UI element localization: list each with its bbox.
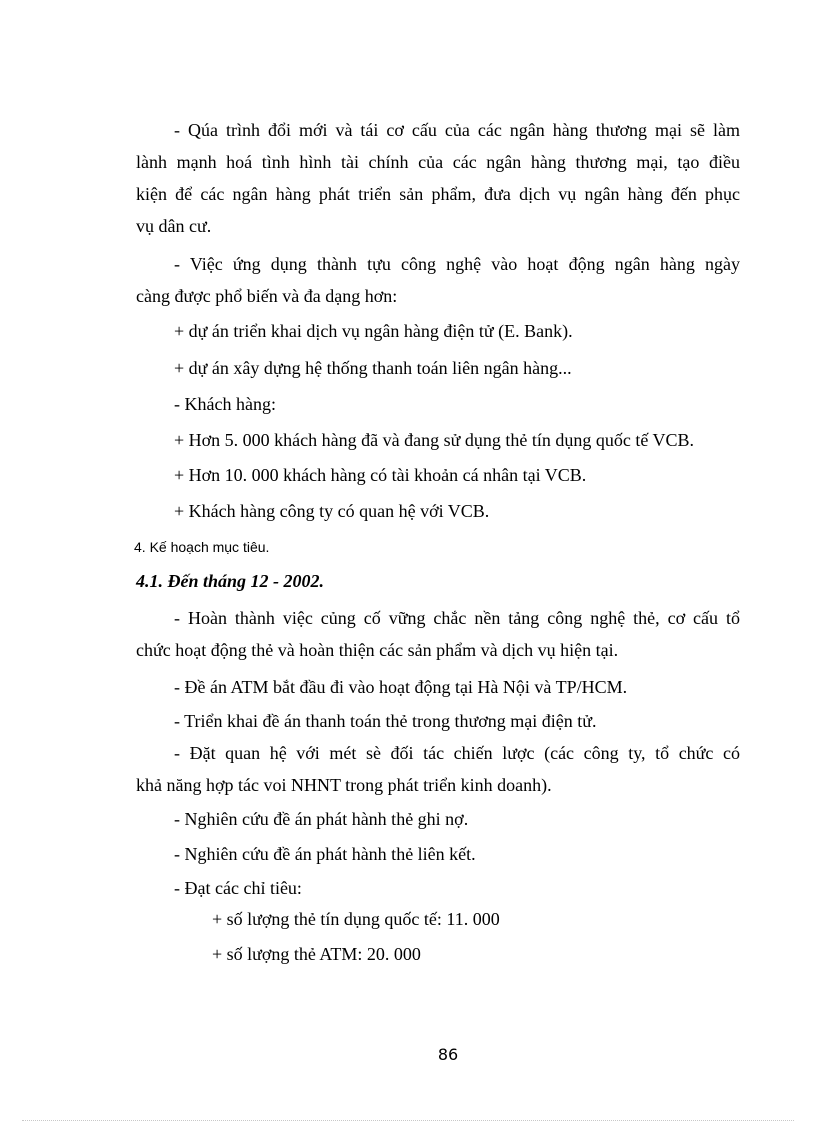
targets-label: - Đạt các chỉ tiêu: [174, 878, 302, 898]
item-ecommerce-payment: - Triển khai đề án thanh toán thẻ trong thương mại điện tử. [174, 711, 597, 731]
item-debit-card-research: - Nghiên cứu đề án phát hành thẻ ghi nợ. [174, 809, 469, 829]
bullet-ebank: + dự án triển khai dịch vụ ngân hàng điện tử (E. Bank). [174, 321, 573, 341]
page-bottom-divider [22, 1120, 794, 1121]
target-credit-cards: + số lượng thẻ tín dụng quốc tế: 11. 000 [212, 909, 500, 929]
paragraph-2-line-2: càng được phổ biến và đa dạng hơn: [136, 286, 398, 306]
paragraph-2-line-1: - Việc ứng dụng thành tựu công nghệ vào hoạt động ngân hàng ngày [174, 254, 740, 274]
page-number: 86 [437, 1045, 459, 1064]
paragraph-4-line-1: - Đặt quan hệ với mét sè đối tác chiến lược (các công ty, tổ chức có [174, 743, 740, 763]
bullet-credit-card-customers: + Hơn 5. 000 khách hàng đã và đang sử dụng thẻ tín dụng quốc tế VCB. [174, 430, 695, 450]
paragraph-1-line-4: vụ dân cư. [136, 216, 212, 236]
paragraph-4-line-2: khả năng hợp tác voi NHNT trong phát triển kinh doanh). [136, 775, 552, 795]
paragraph-3-line-1: - Hoàn thành việc củng cố vững chắc nền tảng công nghệ thẻ, cơ cấu tổ [174, 608, 740, 628]
paragraph-1-line-2: lành mạnh hoá tình hình tài chính của các ngân hàng thương mại, tạo điều [136, 152, 740, 172]
paragraph-1-line-3: kiện để các ngân hàng phát triển sản phẩm, đưa dịch vụ ngân hàng đến phục [136, 184, 740, 204]
bullet-corporate-customers: + Khách hàng công ty có quan hệ với VCB. [174, 501, 490, 521]
paragraph-3-line-2: chức hoạt động thẻ và hoàn thiện các sản phẩm và dịch vụ hiện tại. [136, 640, 619, 660]
bullet-personal-account-customers: + Hơn 10. 000 khách hàng có tài khoản cá nhân tại VCB. [174, 465, 587, 485]
bullet-interbank: + dự án xây dựng hệ thống thanh toán liên ngân hàng... [174, 358, 572, 378]
item-cobrand-card-research: - Nghiên cứu đề án phát hành thẻ liên kết. [174, 844, 476, 864]
target-atm-cards: + số lượng thẻ ATM: 20. 000 [212, 944, 421, 964]
section-heading: 4. Kế hoạch mục tiêu. [134, 539, 270, 555]
customers-label: - Khách hàng: [174, 394, 276, 414]
paragraph-1-line-1: - Qúa trình đổi mới và tái cơ cấu của các ngân hàng thương mại sẽ làm [174, 120, 740, 140]
subsection-heading: 4.1. Đến tháng 12 - 2002. [136, 571, 325, 591]
item-atm-project: - Đề án ATM bắt đầu đi vào hoạt động tại Hà Nội và TP/HCM. [174, 677, 628, 697]
